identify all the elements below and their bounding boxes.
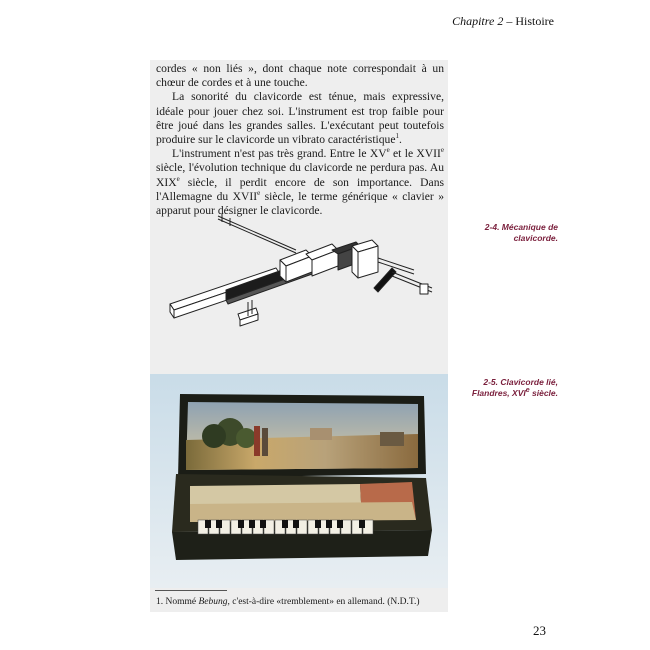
header-dash: –	[503, 14, 516, 28]
footnote-text: , c'est-à-dire «tremblement» en allemand. (N.D.T.)	[227, 597, 420, 607]
content-column	[150, 60, 448, 612]
p3-part-c: siècle, l'évolution technique du clavicorde ne perdura pas. Au XIX	[156, 161, 444, 189]
p3-part-d: siècle, il perdit encore de son importance. Dans l'Allemagne du XVII	[156, 175, 444, 203]
caption-2-5-text: 2-5. Clavicorde lié, Flandres, XVI	[471, 377, 558, 398]
p3-sup-3: e	[176, 174, 180, 183]
paragraph-1: cordes « non liés », dont chaque note correspondait à un chœur de cordes et à une touche.	[156, 62, 444, 90]
footnote-term: Bebung	[198, 597, 228, 607]
footnote	[156, 596, 446, 608]
p3-part-e: siècle, le terme générique « clavier » apparut pour désigner le clavicorde.	[156, 189, 444, 218]
page-number: 23	[533, 623, 546, 638]
p3-sup-1: e	[386, 146, 390, 155]
footnote-rule	[155, 590, 227, 591]
caption-2-5-sup: e	[525, 387, 530, 395]
p3-sup-2: e	[440, 146, 444, 155]
running-head	[452, 14, 554, 29]
caption-figure-2-4: 2-4. Mécanique de clavicorde.	[484, 222, 558, 243]
p3-part-a: L'instrument n'est pas très grand. Entre le XV	[172, 147, 387, 161]
caption-2-5-end: siècle.	[529, 388, 558, 398]
paragraph-2: La sonorité du clavicorde est ténue, mais expressive, idéale pour jouer chez soi. L'instrument est trop faible pour être joué dans les grandes salles. L'exécutant peut toutefois produire sur le clavicorde un vibrato caractéristique$^1$.	[156, 90, 444, 147]
p3-part-b: et le XVII	[389, 147, 441, 161]
footnote-ref[interactable]: 1	[395, 132, 400, 141]
section-label: Histoire	[515, 14, 554, 28]
body-text	[156, 62, 444, 218]
footnote-number: 1. Nommé	[156, 597, 199, 607]
clavichord-mechanism-drawing	[156, 210, 444, 380]
chapter-label: Chapitre 2	[452, 14, 504, 28]
paragraph-3	[156, 147, 444, 218]
paragraph-2-text: La sonorité du clavicorde est ténue, mais expressive, idéale pour jouer chez soi. L'instrument est trop faible pour être joué dans les grandes salles. L'exécutant peut toutefois produire sur le clavicorde un vibrato caractéristique	[156, 90, 444, 147]
p3-sup-4: e	[257, 188, 261, 197]
clavichord-photo	[150, 374, 448, 588]
caption-figure-2-5	[470, 377, 558, 399]
